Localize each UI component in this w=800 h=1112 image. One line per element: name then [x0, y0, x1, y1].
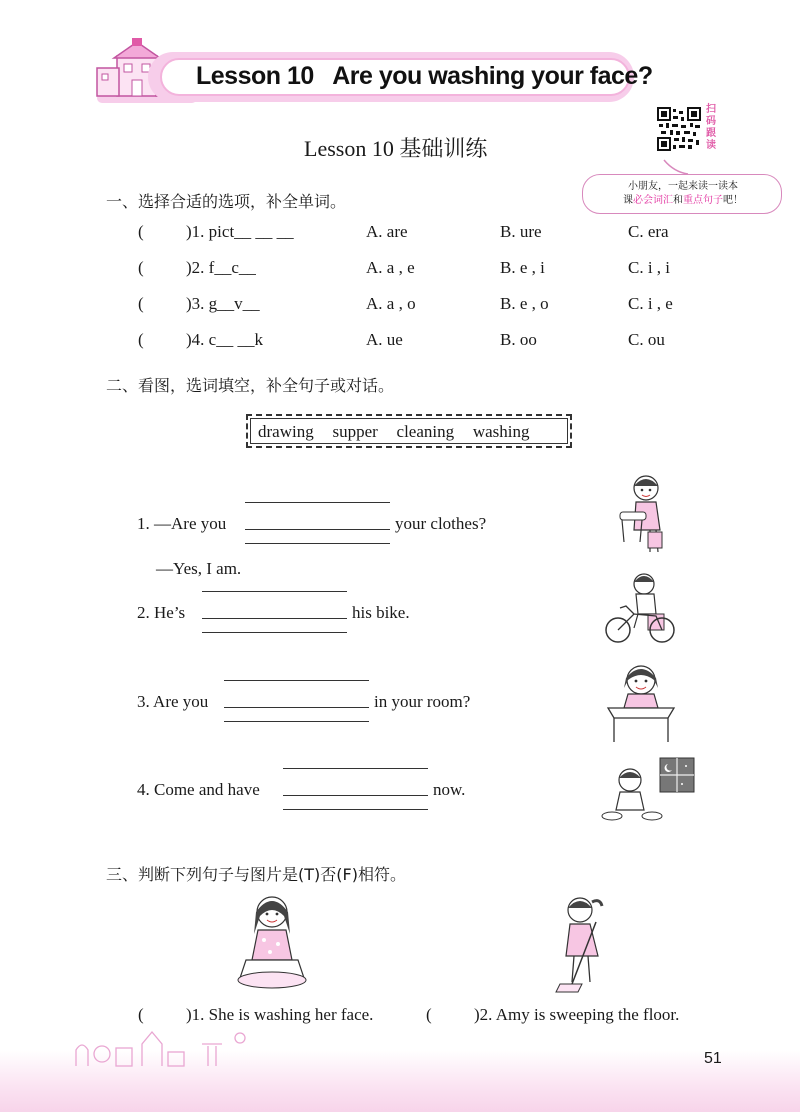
option-b[interactable]: B. ure [500, 222, 542, 241]
question-2-suffix: his bike. [352, 603, 410, 622]
question-row: ( )1. pict__ __ __ A. are B. ure C. era [138, 222, 669, 241]
girl-washing-picture [232, 890, 312, 994]
answer-line[interactable] [224, 680, 369, 681]
answer-line[interactable] [283, 795, 428, 796]
option-a[interactable]: A. a , o [366, 294, 416, 313]
scan-caption: 扫 码 跟 读 [706, 104, 716, 151]
judgement-item-2: )2. Amy is sweeping the floor. [474, 1005, 680, 1024]
question-stem: )4. c__ __k [186, 330, 263, 349]
answer-line[interactable] [202, 632, 347, 633]
boy-having-supper-picture [598, 756, 698, 826]
lesson-title: Lesson 10 Are you washing your face? [196, 62, 653, 90]
option-c[interactable]: C. ou [628, 330, 665, 349]
question-1-answer: —Yes, I am. [156, 559, 242, 578]
question-stem: )2. f__c__ [186, 258, 256, 277]
answer-line[interactable] [202, 618, 347, 619]
option-c[interactable]: C. i , e [628, 294, 673, 313]
page-number: 51 [704, 1050, 722, 1067]
judgement-item-1: )1. She is washing her face. [186, 1005, 374, 1024]
girl-washing-clothes-picture [612, 472, 674, 558]
section-1-heading: 一、选择合适的选项，补全单词。 [106, 192, 347, 211]
answer-line[interactable] [245, 502, 390, 503]
question-4-suffix: now. [433, 780, 466, 799]
question-row: ( )2. f__c__ A. a , e B. e , i C. i , i [138, 258, 671, 277]
option-b[interactable]: B. oo [500, 330, 537, 349]
option-a[interactable]: A. are [366, 222, 408, 241]
question-1-prefix: 1. —Are you [137, 514, 227, 533]
question-stem: )1. pict__ __ __ [186, 222, 294, 241]
question-2-prefix: 2. He’s [137, 603, 186, 622]
town-illustration [72, 1024, 262, 1070]
answer-line[interactable] [224, 707, 369, 708]
option-c[interactable]: C. i , i [628, 258, 671, 277]
option-b[interactable]: B. e , i [500, 258, 545, 277]
option-b[interactable]: B. e , o [500, 294, 549, 313]
question-row: ( )4. c__ __k A. ue B. oo C. ou [138, 330, 665, 349]
qr-code-icon[interactable] [657, 107, 701, 151]
answer-line[interactable] [283, 768, 428, 769]
option-a[interactable]: A. a , e [366, 258, 415, 277]
section-3-heading: 三、判断下列句子与图片是(T)否(F)相符。 [106, 865, 406, 884]
read-along-text: 小朋友，一起来读一读本 课必会词汇和重点句子吧！ [623, 181, 743, 206]
lesson-subtitle: Lesson 10 基础训练 [304, 136, 488, 161]
question-3-prefix: 3. Are you [137, 692, 209, 711]
question-4-prefix: 4. Come and have [137, 780, 260, 799]
option-a[interactable]: A. ue [366, 330, 403, 349]
question-1-suffix: your clothes? [395, 514, 487, 533]
word-bank: drawing supper cleaning washing [258, 422, 530, 441]
answer-line[interactable] [245, 543, 390, 544]
boy-cleaning-bike-picture [604, 570, 678, 646]
option-c[interactable]: C. era [628, 222, 669, 241]
question-3-suffix: in your room? [374, 692, 471, 711]
answer-line[interactable] [202, 591, 347, 592]
section-2-heading: 二、看图，选词填空，补全句子或对话。 [106, 376, 395, 395]
answer-line[interactable] [283, 809, 428, 810]
question-row: ( )3. g__v__ A. a , o B. e , o C. i , e [138, 294, 673, 313]
answer-line[interactable] [224, 721, 369, 722]
answer-line[interactable] [245, 529, 390, 530]
girl-drawing-picture [604, 658, 678, 742]
question-stem: )3. g__v__ [186, 294, 260, 313]
girl-sweeping-picture [552, 892, 616, 996]
judgement-row: ( )1. She is washing her face. ( )2. Amy is sweeping the floor. [138, 1005, 680, 1024]
